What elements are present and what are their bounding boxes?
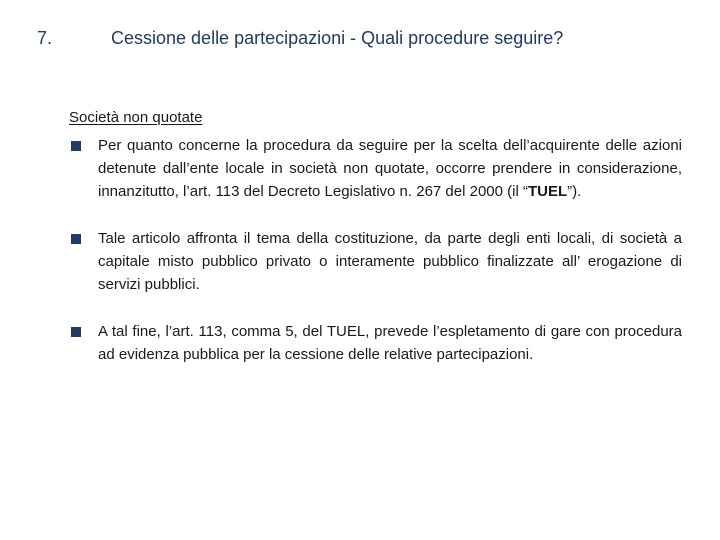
bullet-text: Per quanto concerne la procedura da seguire per la scelta dell’acquirente delle azioni detenute dall’ente locale in società non quotate, occorre prendere in considerazione, innanzitutto, l’art. 113 del Decreto Legislativo n. 267 del 2000 (il “ bbox=[98, 137, 682, 200]
bullet-text: Tale articolo affronta il tema della costituzione, da parte degli enti locali, di società a capitale misto pubblico privato o interamente pubblico finalizzate all’ erogazione di servizi pubblici. bbox=[98, 230, 682, 293]
bullet-text: A tal fine, l’art. 113, comma 5, del TUEL, prevede l’espletamento di gare con procedura ad evidenza pubblica per la cessione delle relative partecipazioni. bbox=[98, 323, 682, 363]
bullet-item bbox=[69, 134, 682, 203]
bullet-square-icon bbox=[71, 327, 81, 337]
bullet-text-end: ”). bbox=[567, 183, 582, 200]
slide-title: Cessione delle partecipazioni - Quali procedure seguire? bbox=[111, 28, 564, 48]
section-heading: Società non quotate bbox=[69, 109, 203, 126]
slide-number: 7. bbox=[37, 28, 53, 48]
bullet-list bbox=[69, 134, 682, 366]
bullet-square-icon bbox=[71, 234, 81, 244]
bullet-square-icon bbox=[71, 141, 81, 151]
bullet-bold-term: TUEL bbox=[527, 183, 568, 200]
bullet-item bbox=[69, 320, 682, 366]
bullet-item bbox=[69, 227, 682, 296]
